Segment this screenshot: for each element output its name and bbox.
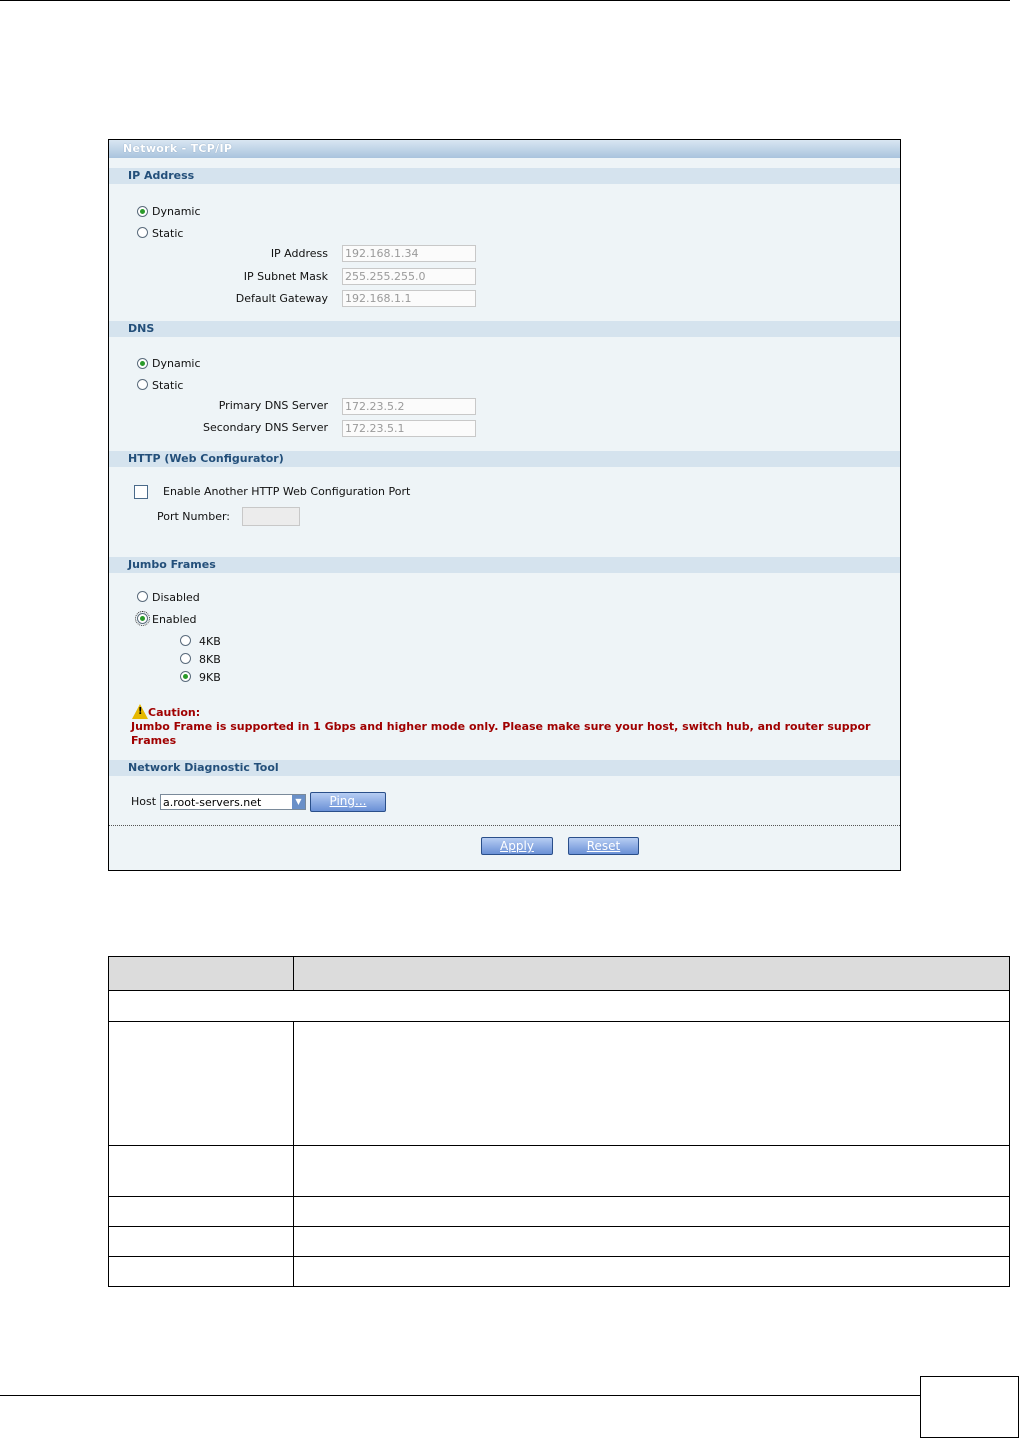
footer-separator bbox=[109, 825, 900, 826]
reset-button[interactable]: Reset bbox=[568, 837, 639, 855]
primary-dns-label: Primary DNS Server bbox=[218, 399, 328, 412]
table-row bbox=[109, 991, 1010, 1022]
dns-dynamic-label: Dynamic bbox=[152, 357, 201, 370]
panel-title: Network - TCP/IP bbox=[109, 140, 900, 158]
dns-static-radio[interactable] bbox=[137, 379, 148, 390]
secondary-dns-field[interactable]: 172.23.5.1 bbox=[342, 420, 476, 437]
table-cell bbox=[109, 1257, 294, 1287]
caution-title: Caution: bbox=[148, 706, 201, 719]
host-select[interactable] bbox=[160, 794, 306, 810]
jumbo-8kb-radio[interactable] bbox=[180, 653, 191, 664]
page-number-box bbox=[920, 1376, 1019, 1438]
table-cell bbox=[294, 1257, 1010, 1287]
top-rule bbox=[0, 0, 1010, 1]
jumbo-enabled-radio[interactable] bbox=[137, 613, 148, 624]
bottom-rule bbox=[0, 1395, 920, 1396]
table-cell bbox=[294, 1022, 1010, 1146]
enable-http-port-label: Enable Another HTTP Web Configuration Port bbox=[163, 485, 411, 498]
primary-dns-field[interactable]: 172.23.5.2 bbox=[342, 398, 476, 415]
http-section-header: HTTP (Web Configurator) bbox=[109, 451, 900, 467]
apply-button[interactable]: Apply bbox=[481, 837, 553, 855]
table-section-cell bbox=[109, 991, 1010, 1022]
description-table bbox=[108, 956, 1010, 1287]
diagnostic-section-header: Network Diagnostic Tool bbox=[109, 760, 900, 776]
ip-subnet-mask-field[interactable]: 255.255.255.0 bbox=[342, 268, 476, 285]
jumbo-8kb-label: 8KB bbox=[199, 653, 221, 666]
table-row bbox=[109, 1022, 1010, 1146]
ip-address-section-header: IP Address bbox=[109, 168, 900, 184]
chevron-down-icon[interactable]: ▼ bbox=[292, 795, 305, 809]
host-select-value: a.root-servers.net bbox=[163, 796, 262, 809]
enable-http-port-checkbox[interactable] bbox=[134, 485, 148, 499]
jumbo-frames-section-header: Jumbo Frames bbox=[109, 557, 900, 573]
table-cell bbox=[294, 1227, 1010, 1257]
table-cell bbox=[109, 1227, 294, 1257]
table-cell bbox=[294, 1197, 1010, 1227]
dns-static-label: Static bbox=[152, 379, 184, 392]
ip-address-field[interactable]: 192.168.1.34 bbox=[342, 245, 476, 262]
jumbo-disabled-label: Disabled bbox=[152, 591, 200, 604]
jumbo-4kb-label: 4KB bbox=[199, 635, 221, 648]
table-cell bbox=[294, 1146, 1010, 1197]
secondary-dns-label: Secondary DNS Server bbox=[202, 421, 328, 434]
ip-dynamic-label: Dynamic bbox=[152, 205, 201, 218]
host-label: Host bbox=[131, 795, 157, 808]
table-cell bbox=[109, 1146, 294, 1197]
ip-dynamic-radio[interactable] bbox=[137, 206, 148, 217]
dns-dynamic-radio[interactable] bbox=[137, 358, 148, 369]
dns-section-header: DNS bbox=[109, 321, 900, 337]
jumbo-4kb-radio[interactable] bbox=[180, 635, 191, 646]
ip-address-label: IP Address bbox=[270, 247, 328, 260]
warning-icon bbox=[132, 704, 148, 719]
table-row bbox=[109, 1257, 1010, 1287]
jumbo-9kb-radio[interactable] bbox=[180, 671, 191, 682]
table-cell bbox=[109, 1022, 294, 1146]
port-number-label: Port Number: bbox=[157, 510, 231, 523]
jumbo-disabled-radio[interactable] bbox=[137, 591, 148, 602]
jumbo-enabled-label: Enabled bbox=[152, 613, 197, 626]
default-gateway-label: Default Gateway bbox=[235, 292, 328, 305]
table-row bbox=[109, 1227, 1010, 1257]
ip-static-label: Static bbox=[152, 227, 184, 240]
table-row bbox=[109, 1197, 1010, 1227]
caution-text-line1: Jumbo Frame is supported in 1 Gbps and higher mode only. Please make sure your host, switch hub, and router suppor bbox=[131, 720, 871, 733]
jumbo-9kb-label: 9KB bbox=[199, 671, 221, 684]
caution-text-line2: Frames bbox=[131, 734, 177, 747]
default-gateway-field[interactable]: 192.168.1.1 bbox=[342, 290, 476, 307]
table-row bbox=[109, 1146, 1010, 1197]
ping-button[interactable]: Ping... bbox=[310, 792, 386, 812]
tcp-ip-panel bbox=[108, 139, 901, 871]
port-number-field[interactable] bbox=[242, 507, 300, 526]
table-header-cell bbox=[109, 957, 294, 991]
ip-subnet-mask-label: IP Subnet Mask bbox=[243, 270, 328, 283]
table-header-cell bbox=[294, 957, 1010, 991]
ip-static-radio[interactable] bbox=[137, 227, 148, 238]
table-cell bbox=[109, 1197, 294, 1227]
table-header-row bbox=[109, 957, 1010, 991]
